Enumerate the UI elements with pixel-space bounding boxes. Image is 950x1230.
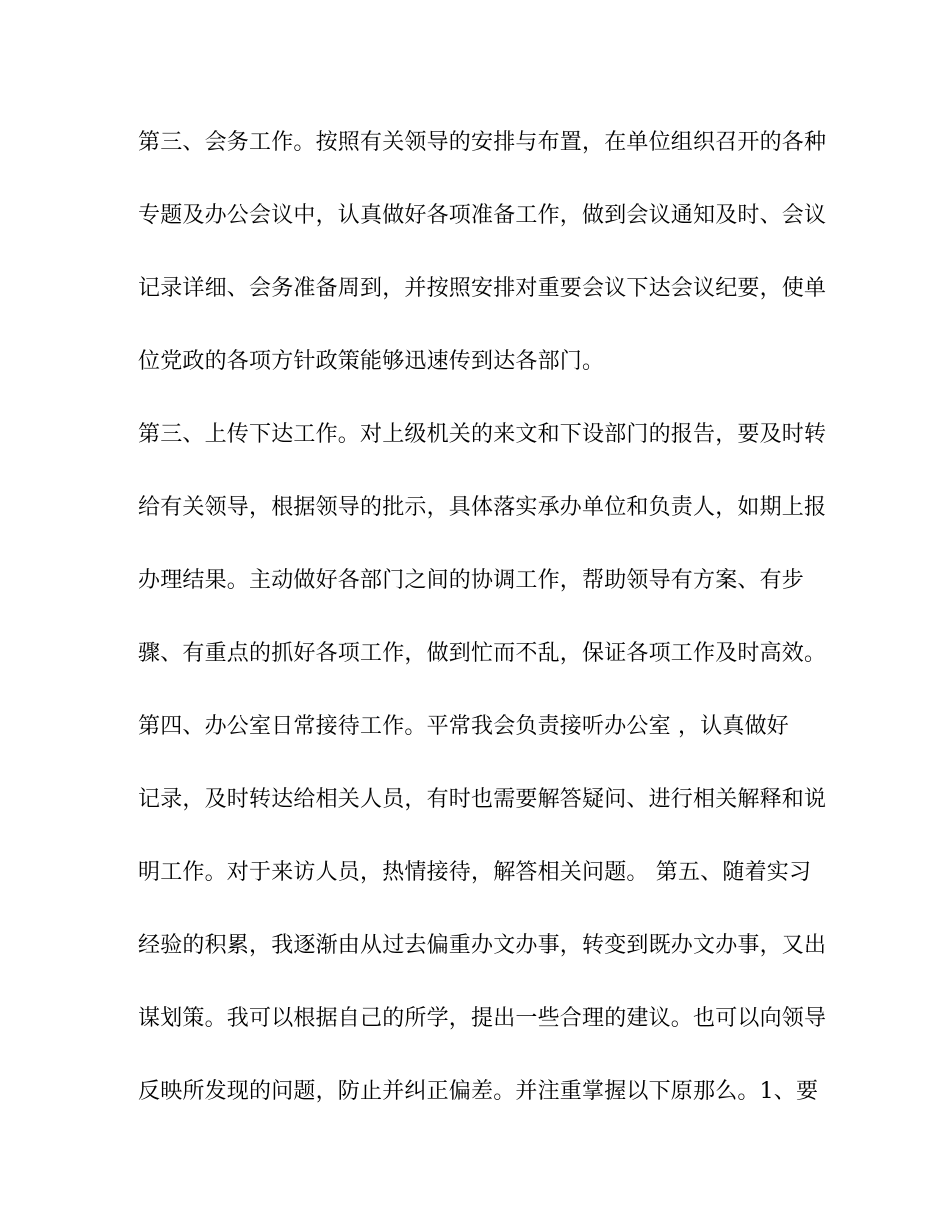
text-line: 记录详细、会务准备周到，并按照安排对重要会议下达会议纪要，使单: [138, 276, 827, 301]
text-line: 专题及办公会议中，认真做好各项准备工作，做到会议通知及时、会议: [138, 203, 827, 228]
text-line: 给有关领导，根据领导的批示，具体落实承办单位和负责人，如期上报: [138, 495, 827, 520]
text-line: 经验的积累，我逐渐由从过去偏重办文办事，转变到既办文办事，又出: [138, 933, 827, 958]
text-line: 位党政的各项方针政策能够迅速传到达各部门。: [138, 349, 605, 374]
text-line: 办理结果。主动做好各部门之间的协调工作，帮助领导有方案、有步: [138, 568, 805, 593]
text-line: 第三、上传下达工作。对上级机关的来文和下设部门的报告，要及时转: [138, 422, 827, 447]
text-line: 第三、会务工作。按照有关领导的安排与布置，在单位组织召开的各种: [138, 130, 827, 155]
text-line: 谋划策。我可以根据自己的所学，提出一些合理的建议。也可以向领导: [138, 1006, 827, 1031]
text-line: 第四、办公室日常接待工作。平常我会负责接听办公室 ，认真做好: [138, 714, 789, 739]
text-line: 骤、有重点的抓好各项工作，做到忙而不乱，保证各项工作及时高效。: [138, 641, 827, 666]
text-line: 反映所发现的问题，防止并纠正偏差。并注重掌握以下原那么。1、要: [138, 1079, 819, 1104]
text-line: 记录，及时转达给相关人员，有时也需要解答疑问、进行相关解释和说: [138, 787, 827, 812]
text-line: 明工作。对于来访人员，热情接待，解答相关问题。 第五、随着实习: [138, 860, 812, 885]
